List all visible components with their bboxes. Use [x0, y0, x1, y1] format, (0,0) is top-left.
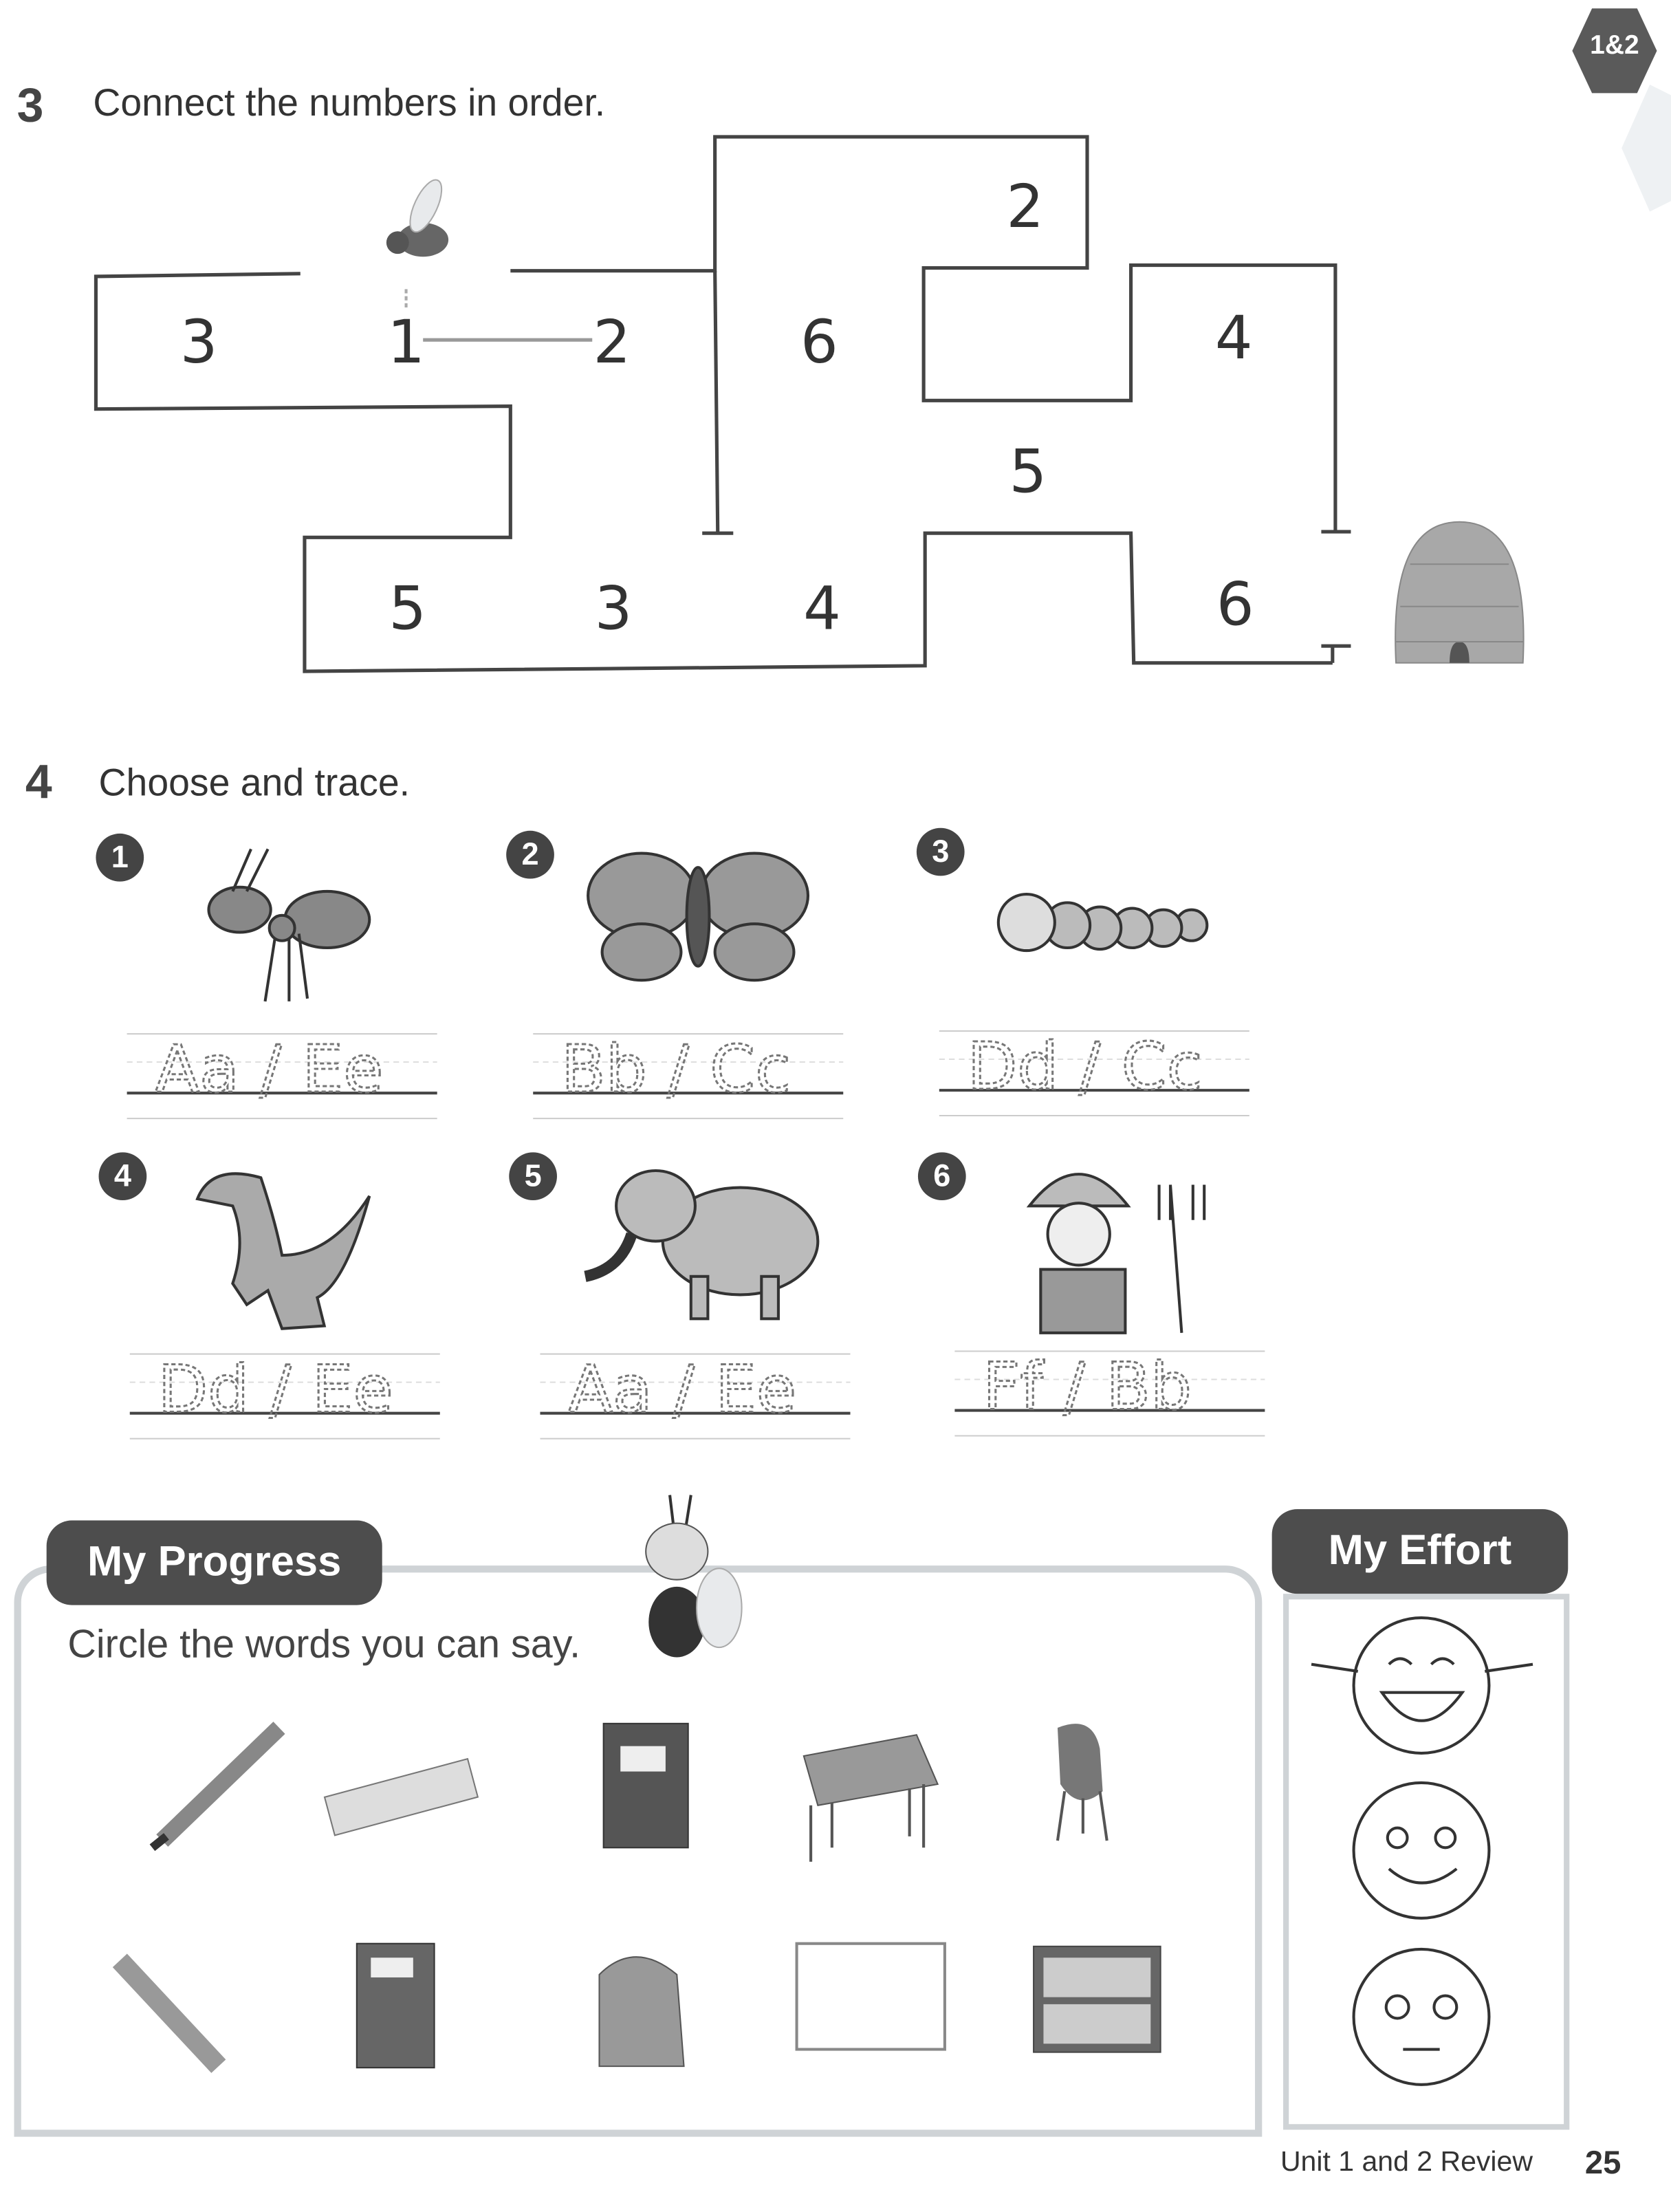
item-number: 5 — [509, 1152, 557, 1200]
footer-unit: Unit 1 and 2 Review — [1280, 2147, 1533, 2178]
maze-number: 6 — [1216, 570, 1254, 640]
trace-letters: Ff / Bb — [983, 1349, 1192, 1425]
happy-face-icon — [1354, 1783, 1489, 1918]
maze-number: 4 — [1214, 303, 1253, 373]
maze-number: 5 — [1009, 437, 1047, 507]
ant-icon — [208, 849, 369, 1001]
number-maze — [0, 0, 1671, 733]
trace-line[interactable] — [130, 1347, 455, 1446]
trace-letters: Dd / Ee — [157, 1352, 393, 1428]
bookcase-icon — [1034, 1947, 1161, 2052]
item-number: 4 — [99, 1152, 147, 1200]
exercise-title: Connect the numbers in order. — [93, 81, 606, 124]
exercise-title: Choose and trace. — [98, 761, 410, 804]
dinosaur-icon — [197, 1173, 369, 1328]
board-icon — [797, 1944, 945, 2050]
trace-letters: Aa / Ee — [568, 1352, 797, 1428]
my-effort-title: My Effort — [1272, 1509, 1569, 1594]
crayon-icon — [120, 1960, 219, 2066]
item-number: 6 — [918, 1152, 966, 1200]
butterfly-icon — [588, 854, 808, 981]
item-number: 2 — [506, 831, 554, 879]
desk-icon — [804, 1735, 938, 1862]
trace-line[interactable] — [127, 1027, 452, 1126]
bee-mascot-icon — [620, 1488, 754, 1671]
very-happy-face-icon — [1311, 1618, 1533, 1753]
book-icon — [357, 1944, 435, 2068]
item-number: 1 — [96, 834, 144, 882]
trace-letters: Dd / Cc — [967, 1029, 1203, 1105]
maze-number: 5 — [389, 574, 427, 644]
pencil-icon — [152, 1728, 279, 1847]
exercise-number: 4 — [25, 756, 52, 810]
chair-icon — [1058, 1724, 1107, 1841]
elephant-icon — [585, 1171, 818, 1319]
backpack-icon — [600, 1957, 684, 2066]
bee-icon — [386, 175, 448, 257]
trace-line[interactable] — [540, 1347, 864, 1446]
farmer-icon — [1029, 1174, 1204, 1333]
trace-line[interactable] — [939, 1024, 1264, 1123]
effort-faces[interactable] — [1290, 1608, 1558, 2116]
maze-number: 4 — [803, 574, 841, 644]
trace-letters: Bb / Cc — [561, 1032, 791, 1108]
neutral-face-icon — [1354, 1949, 1489, 2085]
maze-number: 3 — [179, 308, 218, 378]
maze-number: 2 — [593, 308, 631, 378]
trace-letters: Aa / Ee — [155, 1032, 384, 1108]
maze-number: 2 — [1006, 173, 1045, 242]
trace-line[interactable] — [954, 1344, 1279, 1443]
notebook-icon — [604, 1724, 688, 1847]
progress-pictures[interactable] — [56, 1706, 1212, 2088]
page-number: 25 — [1584, 2143, 1621, 2181]
progress-instruction: Circle the words you can say. — [67, 1622, 581, 1666]
item-number: 3 — [917, 828, 965, 876]
ruler-icon — [325, 1759, 478, 1835]
my-progress-title: My Progress — [47, 1521, 382, 1605]
maze-number: 1 — [387, 308, 425, 378]
trace-line[interactable] — [533, 1027, 858, 1126]
maze-number: 6 — [800, 308, 838, 378]
exercise-number: 3 — [17, 78, 44, 133]
maze-number: 3 — [594, 574, 633, 644]
beehive-icon — [1395, 522, 1523, 663]
unit-badge-label: 1&2 — [1590, 31, 1639, 61]
caterpillar-icon — [998, 894, 1207, 951]
